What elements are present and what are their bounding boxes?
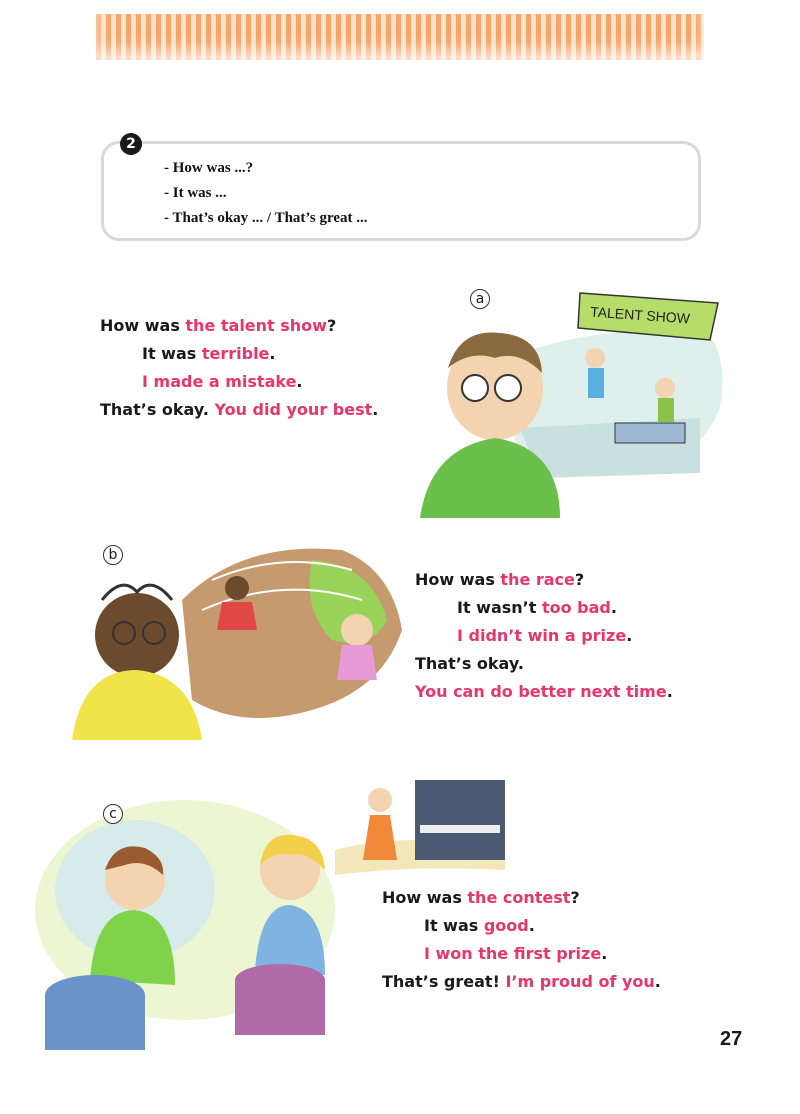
page-number: 27 — [720, 1028, 743, 1050]
dialogue-line: I made a mistake. — [142, 372, 303, 391]
hint-line-2: - It was ... — [164, 185, 227, 201]
scene-a-label: a — [470, 289, 490, 309]
dialogue-line: It was terrible. — [142, 344, 276, 363]
hint-line-3: - That’s okay ... / That’s great ... — [164, 210, 368, 226]
scene-c-dialogue — [382, 884, 661, 996]
dialogue-line: It was good. — [424, 916, 535, 935]
dialogue-line: How was the contest? — [382, 888, 580, 907]
dialogue-line: How was the talent show? — [100, 316, 337, 335]
header-banner — [96, 14, 704, 60]
scene-a-dialogue — [100, 312, 378, 424]
dialogue-line: How was the race? — [415, 570, 585, 589]
talent-show-sign: TALENT SHOW — [589, 303, 691, 327]
dialogue-line: It wasn’t too bad. — [457, 598, 617, 617]
scene-b-dialogue — [415, 566, 673, 706]
scene-a-illustration — [400, 288, 730, 518]
exercise-number-badge: 2 — [120, 133, 142, 155]
scene-b-label: b — [103, 545, 123, 565]
dialogue-line: That’s okay. — [415, 654, 524, 673]
dialogue-line: You can do better next time. — [415, 682, 673, 701]
dialogue-line: That’s great! I’m proud of you. — [382, 972, 661, 991]
hint-line-1: - How was ...? — [164, 160, 254, 176]
scene-c-label: c — [103, 804, 123, 824]
dialogue-line: That’s okay. You did your best. — [100, 400, 379, 419]
dialogue-line: I won the first prize. — [424, 944, 608, 963]
dialogue-line: I didn’t win a prize. — [457, 626, 633, 645]
